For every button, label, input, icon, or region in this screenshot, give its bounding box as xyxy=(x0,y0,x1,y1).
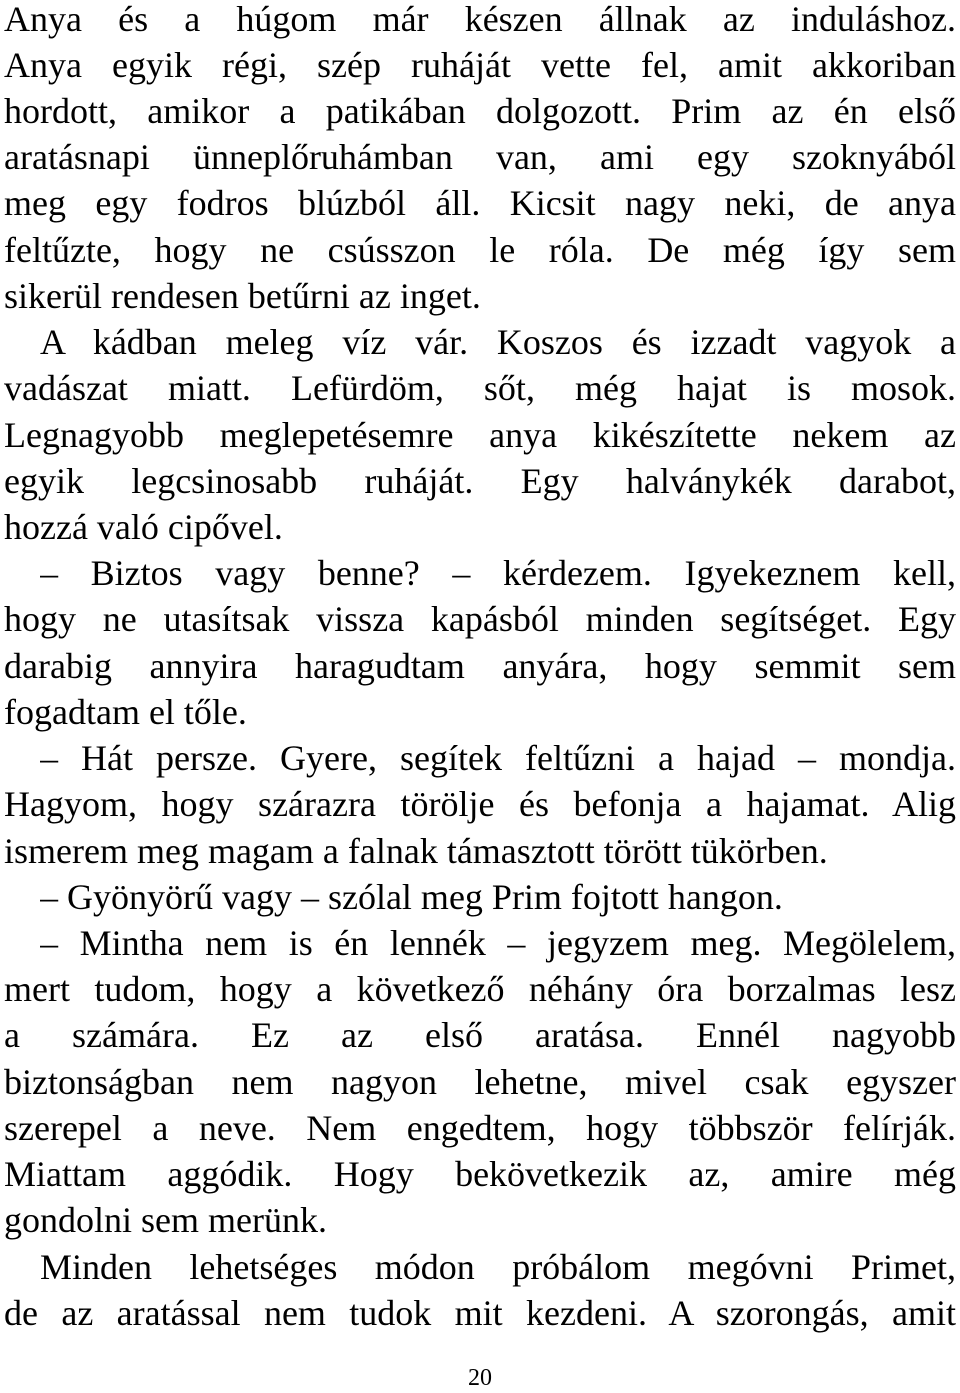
text-line: darabig annyira haragudtam anyára, hogy semmit sem xyxy=(4,646,956,686)
text-line: aratásnapi ünneplőruhámban van, ami egy szoknyából xyxy=(4,137,956,177)
text-line: Minden lehetséges módon próbálom megóvni Primet, xyxy=(40,1247,956,1287)
text-line: Hagyom, hogy szárazra törölje és befonja a hajamat. Alig xyxy=(4,784,956,824)
text-line: Miattam aggódik. Hogy bekövetkezik az, amire még xyxy=(4,1154,956,1194)
text-line: Anya egyik régi, szép ruháját vette fel, amit akkoriban xyxy=(4,45,956,85)
text-line: egyik legcsinosabb ruháját. Egy halványkék darabot, xyxy=(4,461,956,501)
text-line: hozzá való cipővel. xyxy=(4,507,283,547)
text-line: de az aratással nem tudok mit kezdeni. A szorongás, amit xyxy=(4,1293,956,1333)
page-number: 20 xyxy=(468,1365,492,1391)
text-line: vadászat miatt. Lefürdöm, sőt, még hajat is mosok. xyxy=(4,368,956,408)
text-line: gondolni sem merünk. xyxy=(4,1200,327,1240)
text-line: mert tudom, hogy a következő néhány óra borzalmas lesz xyxy=(4,969,956,1009)
text-line: – Gyönyörű vagy – szólal meg Prim fojtott hangon. xyxy=(40,877,783,917)
text-line: hogy ne utasítsak vissza kapásból minden segítséget. Egy xyxy=(4,599,956,639)
text-line: – Mintha nem is én lennék – jegyzem meg. Megölelem, xyxy=(40,923,956,963)
text-line: sikerül rendesen betűrni az inget. xyxy=(4,276,481,316)
text-line: feltűzte, hogy ne csússzon le róla. De még így sem xyxy=(4,230,956,270)
text-line: A kádban meleg víz vár. Koszos és izzadt vagyok a xyxy=(40,322,956,362)
text-line: a számára. Ez az első aratása. Ennél nagyobb xyxy=(4,1015,956,1055)
text-line: – Hát persze. Gyere, segítek feltűzni a hajad – mondja. xyxy=(40,738,956,778)
text-line: – Biztos vagy benne? – kérdezem. Igyekeznem kell, xyxy=(40,553,956,593)
text-line: ismerem meg magam a falnak támasztott törött tükörben. xyxy=(4,831,828,871)
text-line: hordott, amikor a patikában dolgozott. Prim az én első xyxy=(4,91,956,131)
text-line: Anya és a húgom már készen állnak az induláshoz. xyxy=(4,0,956,39)
text-line: Legnagyobb meglepetésemre anya kikészítette nekem az xyxy=(4,415,956,455)
text-line: fogadtam el tőle. xyxy=(4,692,247,732)
text-line: meg egy fodros blúzból áll. Kicsit nagy neki, de anya xyxy=(4,183,956,223)
text-line: szerepel a neve. Nem engedtem, hogy többször felírják. xyxy=(4,1108,956,1148)
text-line: biztonságban nem nagyon lehetne, mivel csak egyszer xyxy=(4,1062,956,1102)
